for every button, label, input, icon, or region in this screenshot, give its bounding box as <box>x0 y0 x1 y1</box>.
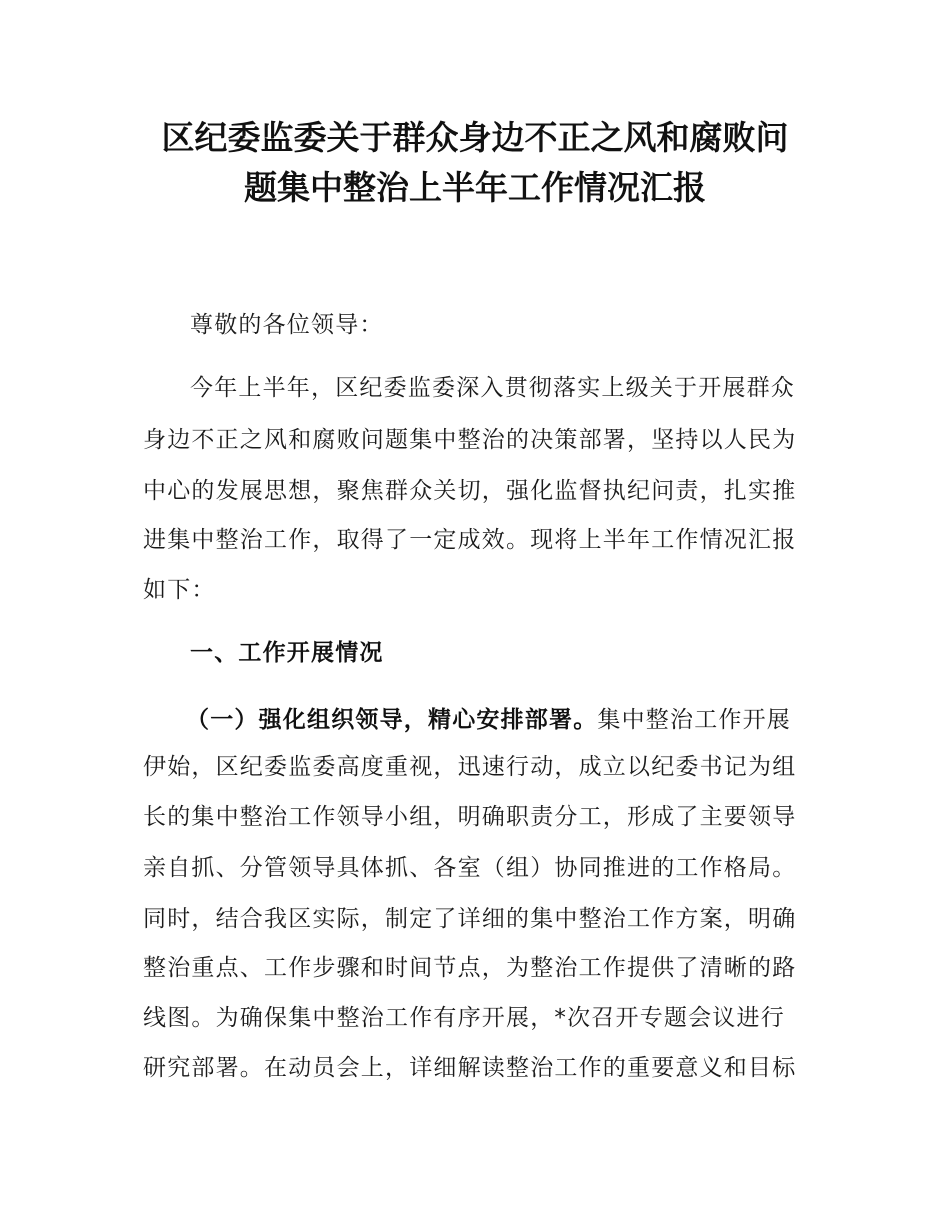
subsection-1-line-7: 线图。为确保集中整治工作有序开展，*次召开专题会议进行 <box>143 1005 785 1031</box>
section-heading-work-progress: 一、工作开展情况 <box>190 640 384 666</box>
intro-line-2: 身边不正之风和腐败问题集中整治的决策部署，坚持以人民为 <box>143 427 797 453</box>
subsection-1-heading: （一）强化组织领导，精心安排部署。 <box>186 707 598 733</box>
subsection-1-line-5: 同时，结合我区实际，制定了详细的集中整治工作方案，明确 <box>143 906 797 932</box>
subsection-1-line-6: 整治重点、工作步骤和时间节点，为整治工作提供了清晰的路 <box>143 955 797 981</box>
subsection-1-first-line-text: 集中整治工作开展 <box>597 707 792 733</box>
subsection-1-line-2: 伊始，区纪委监委高度重视，迅速行动，成立以纪委书记为组 <box>143 754 797 780</box>
salutation: 尊敬的各位领导： <box>190 312 384 338</box>
subsection-1-first-line <box>186 703 866 737</box>
intro-line-4: 进集中整治工作，取得了一定成效。现将上半年工作情况汇报 <box>143 527 797 553</box>
intro-line-3: 中心的发展思想，聚焦群众关切，强化监督执纪问责，扎实推 <box>143 478 797 504</box>
intro-line-1: 今年上半年，区纪委监委深入贯彻落实上级关于开展群众 <box>190 375 795 401</box>
document-title-line-1: 区纪委监委关于群众身边不正之风和腐败问 <box>161 118 789 157</box>
subsection-1-line-8: 研究部署。在动员会上，详细解读整治工作的重要意义和目标 <box>143 1055 797 1081</box>
subsection-1-line-3: 长的集中整治工作领导小组，明确职责分工，形成了主要领导 <box>143 804 797 830</box>
subsection-1-line-4: 亲自抓、分管领导具体抓、各室（组）协同推进的工作格局。 <box>143 855 797 881</box>
intro-line-5: 如下： <box>143 577 216 603</box>
document-title-line-2: 题集中整治上半年工作情况汇报 <box>244 168 706 207</box>
